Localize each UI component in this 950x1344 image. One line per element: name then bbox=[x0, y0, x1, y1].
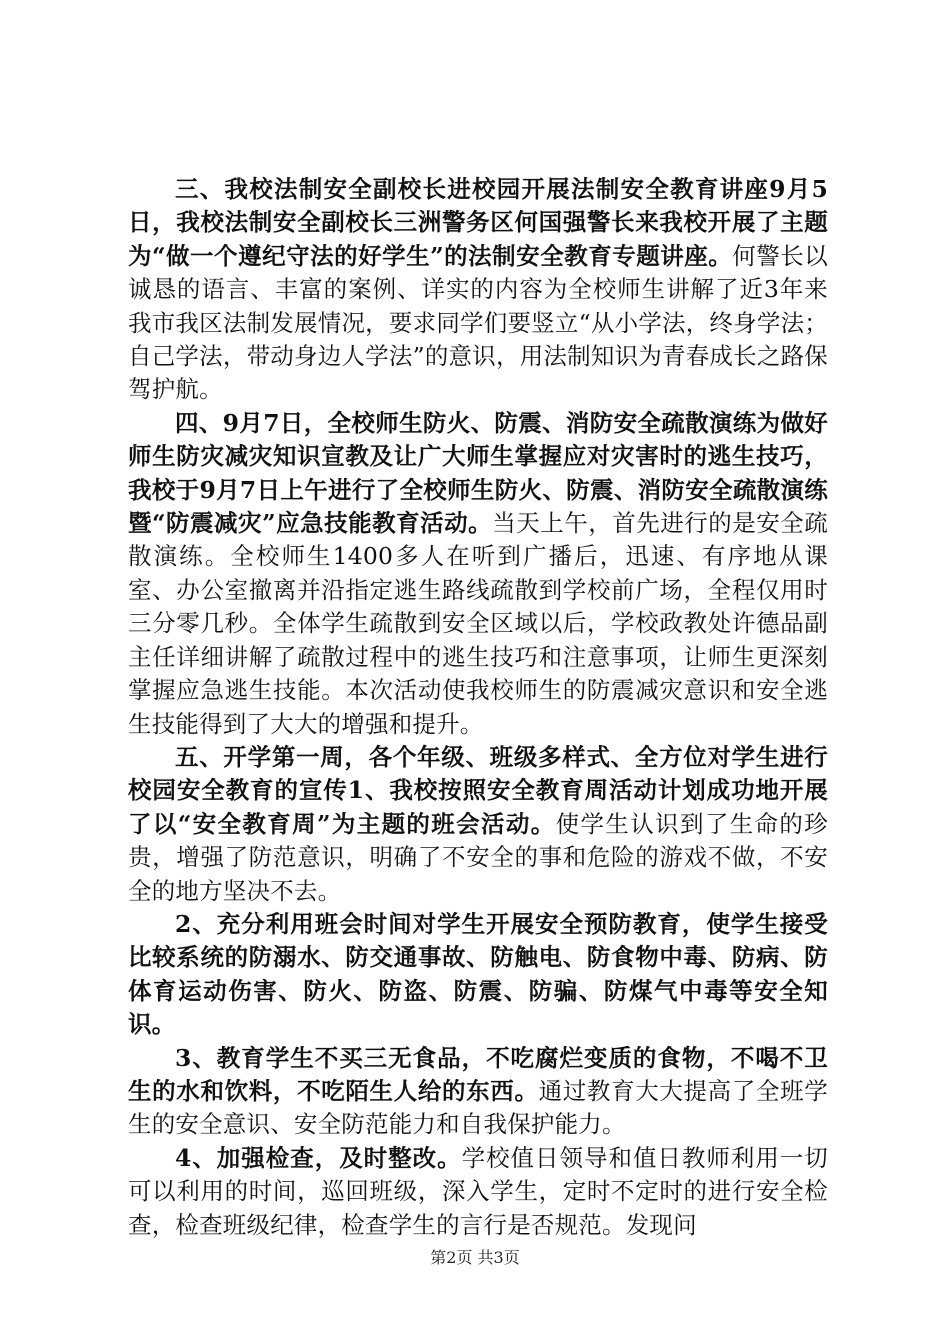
paragraph-section-3 bbox=[128, 173, 828, 407]
paragraph-lead: 3、教育学生不买三无食品，不吃腐烂变质的食物，不喝不卫生的水和饮料，不吃陌生人给的东西。 bbox=[128, 1043, 828, 1105]
paragraph-item-4 bbox=[128, 1142, 828, 1242]
page-footer bbox=[0, 1245, 950, 1268]
paragraph-text: 当天上午，首先进行的是安全疏散演练。全校师生1400多人在听到广播后，迅速、有序地从课室、办公室撤离并沿指定逃生路线疏散到学校前广场，全程仅用时三分零几秒。全体学生疏散到安全区域以后，学校政教处许德品副主任详细讲解了疏散过程中的逃生技巧和注意事项，让师生更深刻掌握应急逃生技能。本次活动使我校师生的防震减灾意识和安全逃生技能得到了大大的增强和提升。 bbox=[128, 509, 829, 738]
paragraph-item-3 bbox=[128, 1042, 828, 1142]
paragraph-text: 学校值日领导和值日教师利用一切可以利用的时间，巡回班级，深入学生，定时不定时的进行安全检查，检查班级纪律，检查学生的言行是否规范。发现问 bbox=[128, 1143, 828, 1239]
paragraph-lead: 四、9月7日，全校师生防火、防震、消防安全疏散演练为做好师生防灾减灾知识宣教及让广大师生掌握应对灾害时的逃生技巧，我校于9月7日上午进行了全校师生防火、防震、消防安全疏散演练暨“防震减灾”应急技能教育活动。 bbox=[128, 408, 828, 538]
paragraph-text: 使学生认识到了生命的珍贵，增强了防范意识，明确了不安全的事和危险的游戏不做，不安全的地方坚决不去。 bbox=[128, 809, 829, 905]
document-body bbox=[128, 173, 828, 1242]
paragraph-lead: 五、开学第一周，各个年级、班级多样式、全方位对学生进行校园安全教育的宣传1、我校按照安全教育周活动计划成功地开展了以“安全教育周”为主题的班会活动。 bbox=[128, 742, 828, 838]
paragraph-text: 何警长以诚恳的语言、丰富的案例、详实的内容为全校师生讲解了近3年来我市我区法制发展情况，要求同学们要竖立“从小学法，终身学法；自己学法，带动身边人学法”的意识，用法制知识为青春成长之路保驾护航。 bbox=[128, 241, 828, 404]
paragraph-lead: 4、加强检查，及时整改。 bbox=[175, 1143, 462, 1172]
paragraph-item-2 bbox=[128, 908, 828, 1042]
paragraph-lead: 三、我校法制安全副校长进校园开展法制安全教育讲座9月5日，我校法制安全副校长三洲警务区何国强警长来我校开展了主题为“做一个遵纪守法的好学生”的法制安全教育专题讲座。 bbox=[128, 175, 828, 270]
paragraph-text: 通过教育大大提高了全班学生的安全意识、安全防范能力和自我保护能力。 bbox=[128, 1076, 828, 1139]
paragraph-lead: 2、充分利用班会时间对学生开展安全预防教育，使学生接受比较系统的防溺水、防交通事故、防触电、防食物中毒、防病、防体育运动伤害、防火、防盗、防震、防骗、防煤气中毒等安全知识。 bbox=[128, 909, 828, 1039]
page-number: 第2页 共3页 bbox=[430, 1248, 520, 1267]
paragraph-section-5 bbox=[128, 741, 828, 908]
paragraph-section-4 bbox=[128, 407, 828, 741]
